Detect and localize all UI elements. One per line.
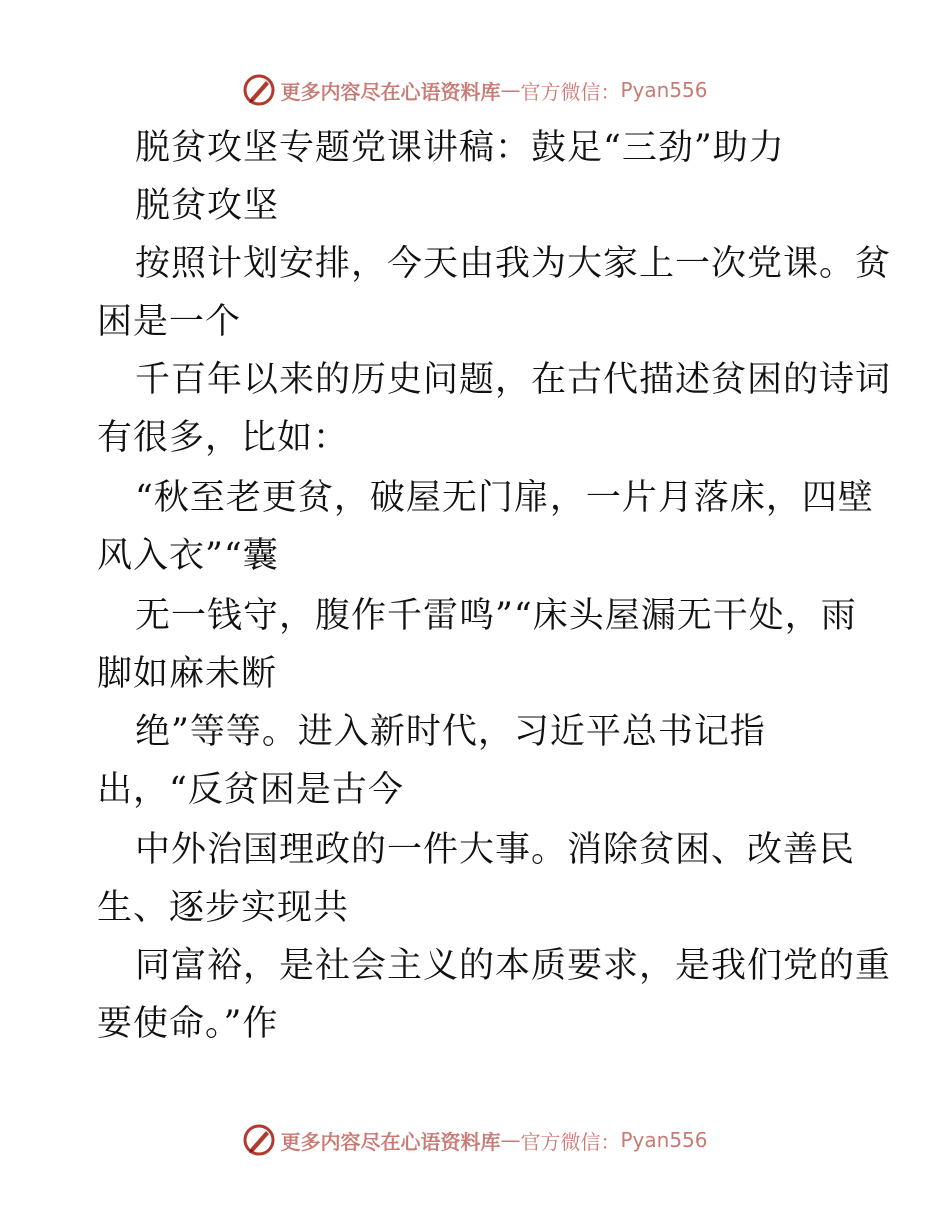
paragraph-line: 要使命。”作 xyxy=(97,1004,279,1044)
document-title-line-2: 脱贫攻坚 xyxy=(135,186,280,226)
header-watermark xyxy=(0,70,950,110)
paragraph-line: 绝”等等。进入新时代，习近平总书记指 xyxy=(135,712,766,752)
paragraph-line: 中外治国理政的一件大事。消除贫困、改善民 xyxy=(135,830,856,870)
watermark-text: 更多内容尽在心语资料库 xyxy=(280,79,501,104)
watermark-text: 更多内容尽在心语资料库 xyxy=(280,1129,501,1154)
paragraph-line: 困是一个 xyxy=(97,302,242,342)
paragraph-line: 出，“反贫困是古今 xyxy=(97,770,404,810)
document-title-line-1: 脱贫攻坚专题党课讲稿：鼓足“三劲”助力 xyxy=(135,128,785,168)
footer-watermark xyxy=(0,1120,950,1160)
paragraph-line: 千百年以来的历史问题，在古代描述贫困的诗词 xyxy=(135,360,892,400)
paragraph-line: “秋至老更贫，破屋无门扉，一片月落床，四壁 xyxy=(135,478,874,518)
paragraph-line: 风入衣”“囊 xyxy=(97,536,279,576)
watermark-dash: — xyxy=(500,78,521,102)
watermark-label: 官方微信： xyxy=(520,79,621,104)
paragraph-line: 生、逐步实现共 xyxy=(97,888,350,928)
watermark-dash: — xyxy=(500,1128,521,1152)
paragraph-line: 有很多，比如： xyxy=(97,418,350,458)
watermark-wechat-id: Pyan556 xyxy=(620,1128,708,1152)
paragraph-line: 脚如麻未断 xyxy=(97,654,278,694)
paragraph-line: 按照计划安排，今天由我为大家上一次党课。贫 xyxy=(135,244,892,284)
watermark-wechat-id: Pyan556 xyxy=(620,78,708,102)
pen-logo-icon xyxy=(242,1123,276,1157)
pen-logo-icon xyxy=(242,73,276,107)
watermark-label: 官方微信： xyxy=(520,1129,621,1154)
paragraph-line: 同富裕，是社会主义的本质要求，是我们党的重 xyxy=(135,946,892,986)
paragraph-line: 无一钱守，腹作千雷鸣”“床头屋漏无干处，雨 xyxy=(135,596,857,636)
